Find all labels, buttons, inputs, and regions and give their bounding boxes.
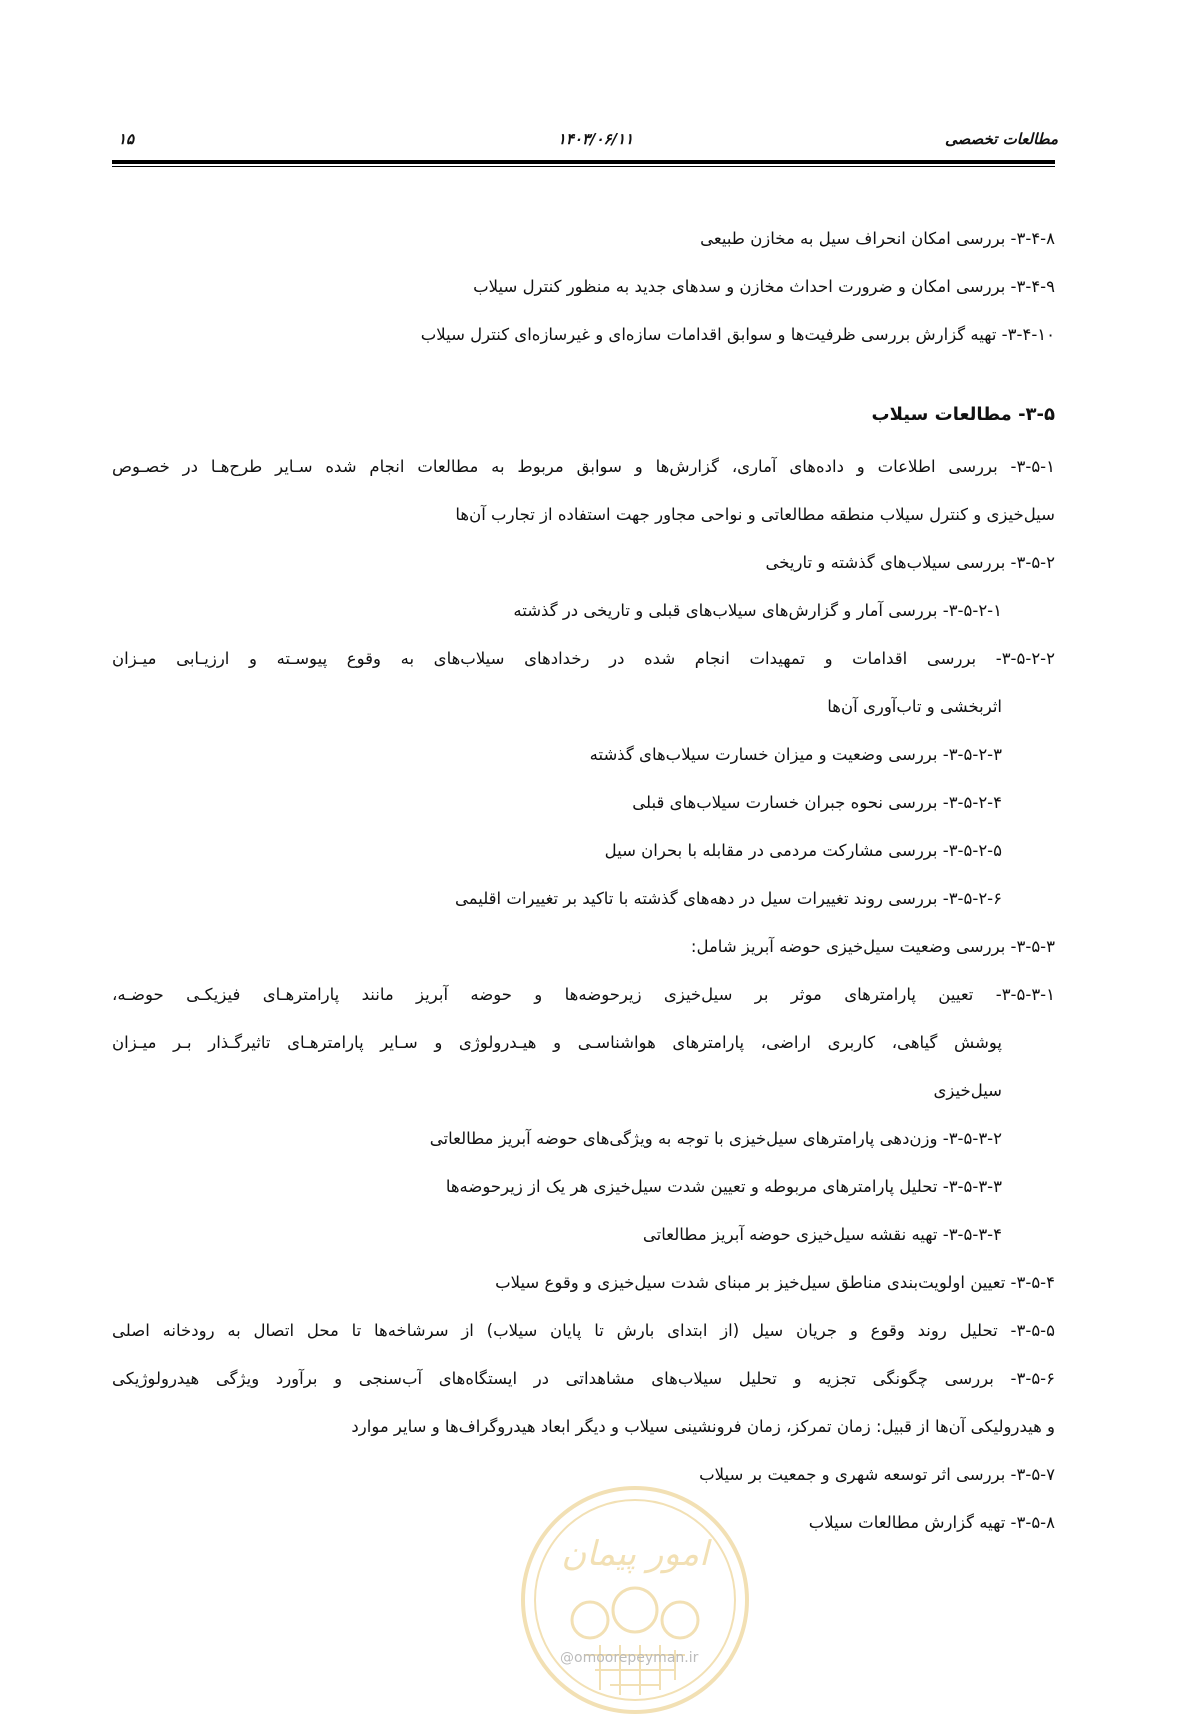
list-item: ۳-۵-۸- تهیه گزارش مطالعات سیلاب [808,1513,1055,1532]
header-rule-thin [112,166,1055,167]
list-item: ۳-۵-۴- تعیین اولویت‌بندی مناطق سیل‌خیز بر مبنای شدت سیل‌خیزی و وقوع سیلاب [495,1273,1055,1292]
header-date: ۱۴۰۳/۰۶/۱۱ [557,130,634,148]
paragraph-line: پوشش گیاهی، کاربری اراضی، پارامترهای هواشناسـی و هیـدرولوژی و سـایر پارامترهـای تاثیرگـذار بـر میـزان [112,1033,1002,1052]
paragraph-line: اثربخشی و تاب‌آوری آن‌ها [827,697,1002,716]
stamp-logo-icon [515,1480,755,1720]
list-item: ۳-۵-۲-۴- بررسی نحوه جبران خسارت سیلاب‌های قبلی [632,793,1002,812]
list-item: ۳-۵-۲- بررسی سیلاب‌های گذشته و تاریخی [765,553,1055,572]
list-item: ۳-۵-۷- بررسی اثر توسعه شهری و جمعیت بر سیلاب [699,1465,1055,1484]
list-item: ۳-۴-۸- بررسی امکان انحراف سیل به مخازن طبیعی [700,229,1055,248]
list-item: ۳-۴-۱۰- تهیه گزارش بررسی ظرفیت‌ها و سوابق اقدامات سازه‌ای و غیرسازه‌ای کنترل سیلاب [420,325,1055,344]
paragraph-line: و هیدرولیکی آن‌ها از قبیل: زمان تمرکز، زمان فرونشینی سیلاب و دیگر ابعاد هیدروگراف‌ها و سایر موارد [351,1417,1055,1436]
list-item: ۳-۴-۹- بررسی امکان و ضرورت احداث مخازن و سدهای جدید به منظور کنترل سیلاب [473,277,1055,296]
watermark-url: @omoorepeyman.ir [560,1650,699,1666]
paragraph-line: سیل‌خیزی [933,1081,1002,1100]
page-number: ۱۵ [118,130,135,148]
section-spacer [112,359,1055,387]
list-item: ۳-۵-۲-۶- بررسی روند تغییرات سیل در دهه‌های گذشته با تاکید بر تغییرات اقلیمی [454,889,1002,908]
list-item: ۳-۵-۳- بررسی وضعیت سیل‌خیزی حوضه آبریز شامل: [690,937,1055,956]
list-item: ۳-۵-۳-۳- تحلیل پارامترهای مربوطه و تعیین شدت سیل‌خیزی هر یک از زیرحوضه‌ها [445,1177,1002,1196]
list-item: ۳-۵-۵- تحلیل روند وقوع و جریان سیل (از ابتدای بارش تا پایان سیلاب) از سرشاخه‌ها تا محل اتصال به رودخانه اصلی [112,1321,1055,1340]
paragraph-line: سیل‌خیزی و کنترل سیلاب منطقه مطالعاتی و نواحی مجاور جهت استفاده از تجارب آن‌ها [455,505,1055,524]
list-item: ۳-۵-۶- بررسی چگونگی تجزیه و تحلیل سیلاب‌های مشاهداتی در ایستگاه‌های آب‌سنجی و برآورد ویژگی هیدرولوژیکی [112,1369,1055,1388]
list-item: ۳-۵-۳-۲- وزن‌دهی پارامترهای سیل‌خیزی با توجه به ویژگی‌های حوضه آبریز مطالعاتی [429,1129,1002,1148]
list-item: ۳-۵-۲-۳- بررسی وضعیت و میزان خسارت سیلاب‌های گذشته [589,745,1002,764]
header-title: مطالعات تخصصی [944,130,1058,148]
section-heading: ۳-۵- مطالعات سیلاب [871,404,1055,425]
document-body [112,215,1055,1547]
list-item: ۳-۵-۳-۴- تهیه نقشه سیل‌خیزی حوضه آبریز مطالعاتی [642,1225,1002,1244]
list-item: ۳-۵-۲-۱- بررسی آمار و گزارش‌های سیلاب‌های قبلی و تاریخی در گذشته [513,601,1002,620]
list-item: ۳-۵-۲-۵- بررسی مشارکت مردمی در مقابله با بحران سیل [604,841,1002,860]
list-item: ۳-۵-۳-۱- تعیین پارامترهای موثر بر سیل‌خیزی زیرحوضه‌ها و حوضه آبریز مانند پارامترهـای فیزیکـی حوضـه، [112,985,1055,1004]
header-rule-thick [112,160,1055,164]
stamp-text: امور پیمان [561,1534,709,1574]
list-item: ۳-۵-۲-۲- بررسی اقدامات و تمهیدات انجام شده در رخدادهای سیلاب‌های به وقوع پیوسـته و ارزیـابی میـزان [112,649,1055,668]
paragraph-line: ۳-۵-۱- بررسی اطلاعات و داده‌های آماری، گزارش‌ها و سوابق مربوط به مطالعات انجام شده سـایر طرح‌هـا در خصـوص [112,457,1055,476]
